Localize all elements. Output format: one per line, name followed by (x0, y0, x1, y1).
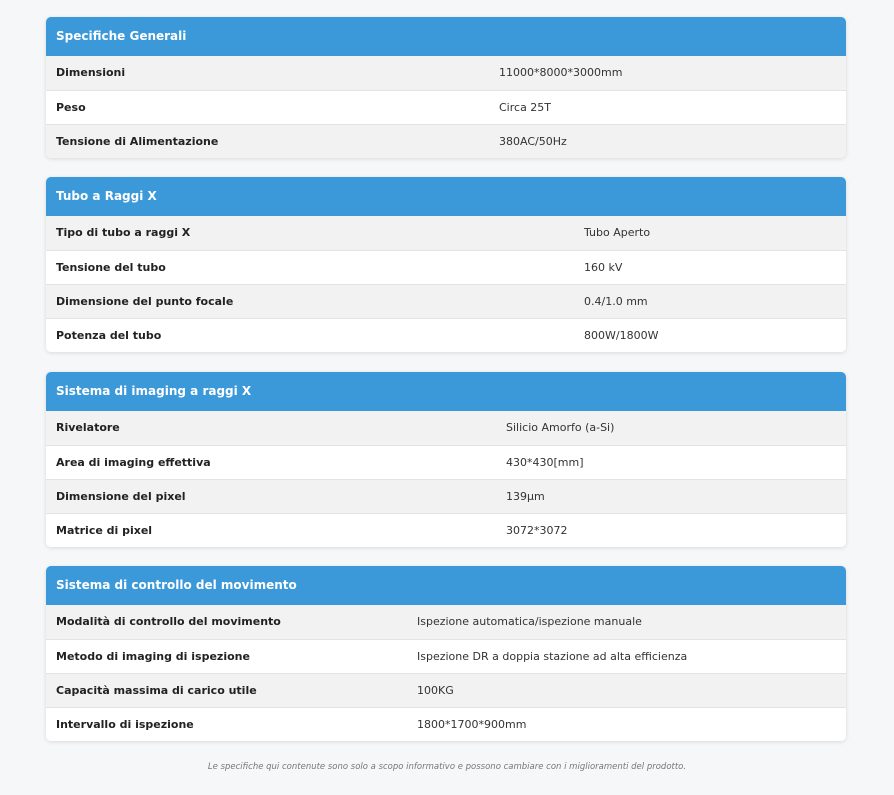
spec-value: 11000*8000*3000mm (489, 56, 846, 90)
spec-value: Ispezione DR a doppia stazione ad alta efficienza (407, 639, 846, 673)
spec-value: 100KG (407, 673, 846, 707)
disclaimer-note: Le specifiche qui contenute sono solo a scopo informativo e possono cambiare con i miglioramenti del prodotto. (207, 762, 687, 772)
spec-card-xray-tube (46, 177, 846, 352)
table-row (46, 673, 846, 707)
table-row (46, 707, 846, 741)
table-row (46, 513, 846, 547)
spec-label: Tensione di Alimentazione (46, 124, 489, 158)
spec-label: Metodo di imaging di ispezione (46, 639, 407, 673)
spec-value: Ispezione automatica/ispezione manuale (407, 605, 846, 639)
table-row (46, 56, 846, 90)
spec-card-general (46, 17, 846, 158)
spec-value: 139μm (496, 479, 846, 513)
spec-label: Potenza del tubo (46, 318, 574, 352)
table-row (46, 605, 846, 639)
spec-label: Matrice di pixel (46, 513, 496, 547)
spec-value: Silicio Amorfo (a-Si) (496, 411, 846, 445)
section-title: Sistema di controllo del movimento (46, 566, 846, 605)
spec-label: Tipo di tubo a raggi X (46, 216, 574, 250)
spec-value: Circa 25T (489, 90, 846, 124)
spec-table (46, 56, 846, 158)
table-row (46, 411, 846, 445)
spec-table (46, 411, 846, 547)
spec-label: Capacità massima di carico utile (46, 673, 407, 707)
section-title: Tubo a Raggi X (46, 177, 846, 216)
spec-label: Peso (46, 90, 489, 124)
spec-label: Dimensione del pixel (46, 479, 496, 513)
table-row (46, 250, 846, 284)
spec-label: Rivelatore (46, 411, 496, 445)
table-row (46, 284, 846, 318)
spec-label: Area di imaging effettiva (46, 445, 496, 479)
spec-value: 430*430[mm] (496, 445, 846, 479)
table-row (46, 216, 846, 250)
spec-label: Dimensioni (46, 56, 489, 90)
spec-value: 1800*1700*900mm (407, 707, 846, 741)
section-title: Sistema di imaging a raggi X (46, 372, 846, 411)
spec-label: Dimensione del punto focale (46, 284, 574, 318)
spec-table (46, 216, 846, 352)
table-row (46, 639, 846, 673)
spec-label: Modalità di controllo del movimento (46, 605, 407, 639)
spec-value: 380AC/50Hz (489, 124, 846, 158)
section-title: Specifiche Generali (46, 17, 846, 56)
spec-value: 160 kV (574, 250, 846, 284)
table-row (46, 445, 846, 479)
spec-table (46, 605, 846, 741)
table-row (46, 318, 846, 352)
spec-card-imaging-system (46, 372, 846, 547)
spec-card-motion-control (46, 566, 846, 741)
spec-value: 3072*3072 (496, 513, 846, 547)
table-row (46, 124, 846, 158)
spec-value: Tubo Aperto (574, 216, 846, 250)
spec-label: Tensione del tubo (46, 250, 574, 284)
spec-value: 800W/1800W (574, 318, 846, 352)
table-row (46, 90, 846, 124)
spec-value: 0.4/1.0 mm (574, 284, 846, 318)
table-row (46, 479, 846, 513)
spec-label: Intervallo di ispezione (46, 707, 407, 741)
